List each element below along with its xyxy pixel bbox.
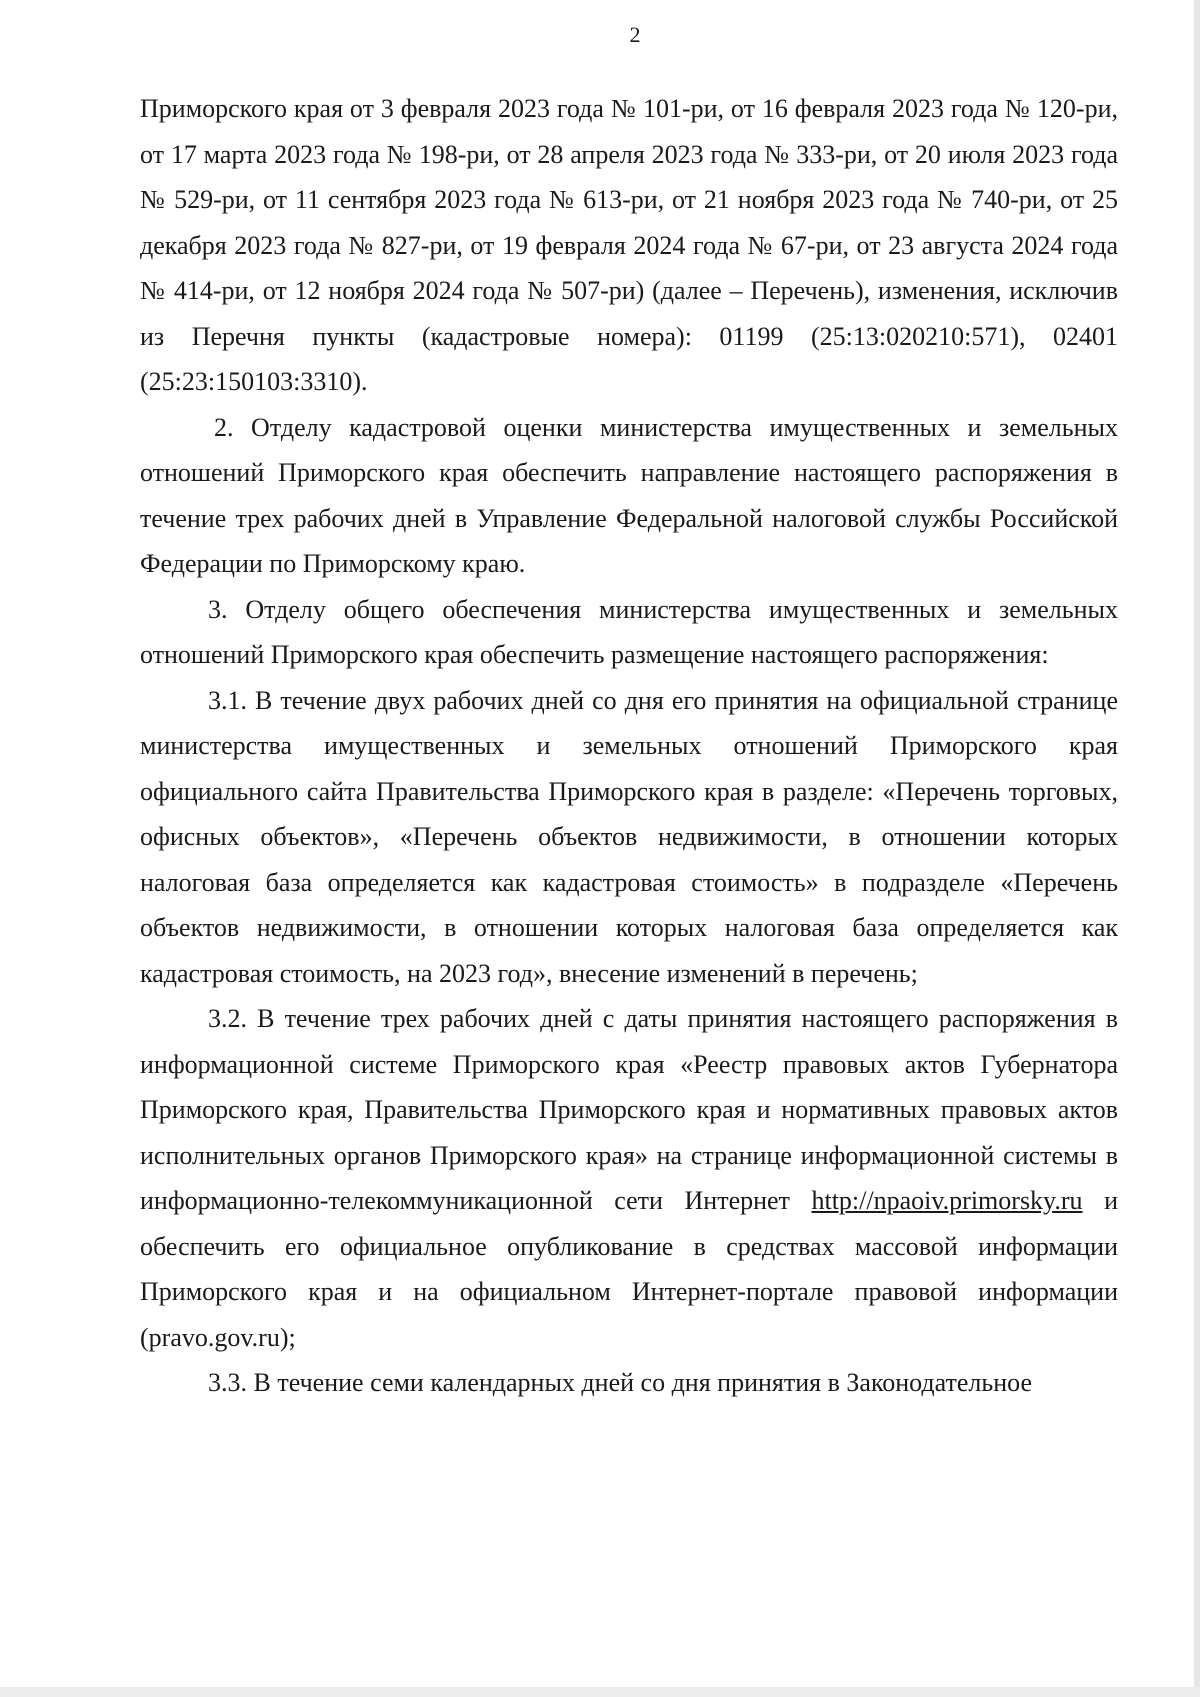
paragraph-item-2: 2. Отделу кадастровой оценки министерства имущественных и земельных отношений Приморского края обеспечить направление настоящего распоряжения в течение трех рабочих дней в Управление Федеральной налоговой службы Российской Федерации по Приморскому краю. (140, 412, 1118, 578)
npaoiv-link[interactable]: http://npaoiv.primorsky.ru (811, 1186, 1083, 1215)
paragraph-item-3-1: 3.1. В течение двух рабочих дней со дня его принятия на официальной странице министерства имущественных и земельных отношений Приморского края официального сайта Правительства Приморского края в разделе: «Перечень торговых, офисных объектов», «Перечень объектов недвижимости, в отношении которых налоговая база определяется как кадастровая стоимость» в подразделе «Перечень объектов недвижимости, в отношении которых налоговая база определяется как кадастровая стоимость, на 2023 год», внесение изменений в перечень; (140, 685, 1118, 988)
paragraph-continuation: Приморского края от 3 февраля 2023 года № 101-ри, от 16 февраля 2023 года № 120-ри, от 17 марта 2023 года № 198-ри, от 28 апреля 2023 года № 333-ри, от 20 июля 2023 года № 529-ри, от 11 сентября 2023 года № 613-ри, от 21 ноября 2023 года № 740-ри, от 25 декабря 2023 года № 827-ри, от 19 февраля 2024 года № 67-ри, от 23 августа 2024 года № 414-ри, от 12 ноября 2024 года № 507-ри) (далее – Перечень), изменения, исключив из Перечня пункты (кадастровые номера): 01199 (25:13:020210:571), 02401 (25:23:150103:3310). (140, 94, 1118, 396)
document-body (140, 86, 1118, 1406)
page-number: 2 (629, 22, 641, 47)
paragraph-item-3: 3. Отделу общего обеспечения министерства имущественных и земельных отношений Приморского края обеспечить размещение настоящего распоряжения: (140, 594, 1118, 669)
scan-edge-right (1194, 0, 1200, 1697)
paragraph-item-3-2-text-end: и обеспечить его официальное опубликование в средствах массовой информации Приморского края и на официальном Интернет-портале правовой информации (pravo.gov.ru); (140, 1186, 1118, 1352)
paragraph-item-3-2 (140, 996, 1118, 1360)
scan-edge-bottom (0, 1687, 1200, 1697)
paragraph-item-3-2-text: 3.2. В течение трех рабочих дней с даты принятия настоящего распоряжения в информационной системе Приморского края «Реестр правовых актов Губернатора Приморского края, Правительства Приморского края и нормативных правовых актов исполнительных органов Приморского края» на странице информационной системы в информационно-телекоммуникационной сети Интернет (140, 1004, 1118, 1215)
paragraph-item-3-3: 3.3. В течение семи календарных дней со дня принятия в Законодательное (208, 1368, 1033, 1397)
